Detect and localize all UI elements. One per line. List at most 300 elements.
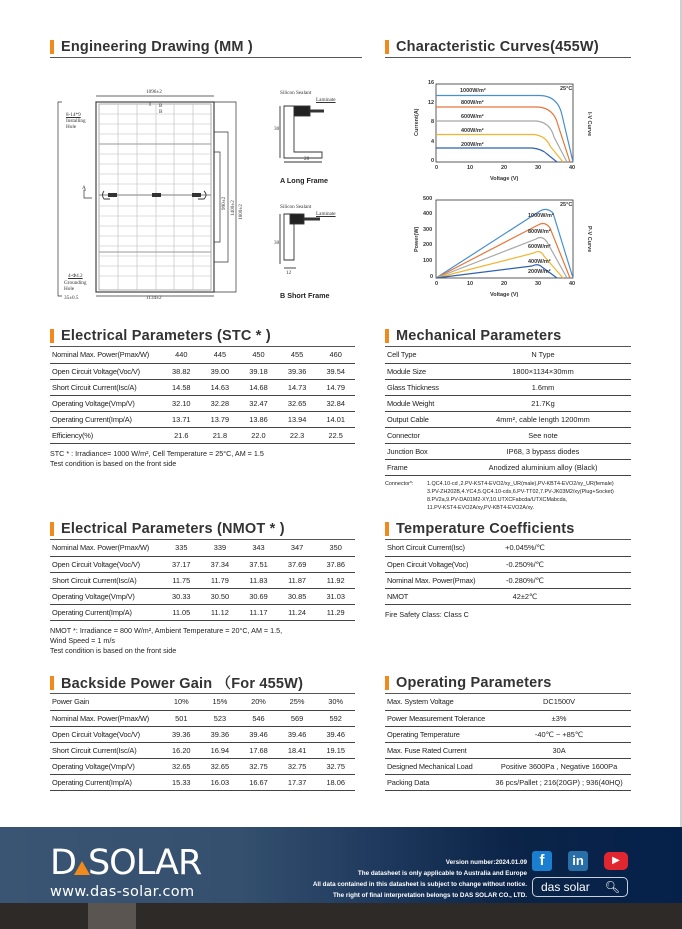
cell: 13.79 [201,411,240,427]
cell: 11.83 [239,572,278,588]
iv-series-1000: 1000W/m² [460,88,486,94]
table-row [50,363,355,379]
cell: 13.94 [278,411,317,427]
row-label: Open Circuit Voltage(Voc) [385,556,485,572]
long-frame-width: 28 [304,156,310,162]
pv-ylabel: Power(W) [414,226,420,252]
search-box[interactable] [532,877,628,897]
row-label: Nominal Max. Power(Pmax) [385,572,485,588]
iv-series-200: 200W/m² [461,142,484,148]
engineering-drawing [52,80,372,310]
cell: 37.34 [201,556,240,572]
cell: 32.84 [316,395,355,411]
table-row [385,459,631,475]
row-label: Operating Voltage(Vmp/V) [50,395,162,411]
iv-title: I-V Curve [586,112,592,137]
nmot-note-line: Test condition is based on the front side [50,645,177,655]
connector-line: 8.PV2a,9.PV-DA01M2-XY,10.UTXCFabcda/UTXCMabcda, [427,496,568,503]
cell: 14.68 [239,379,278,395]
grounding-spec: 4-Φ4.2 [68,273,83,279]
cell: 32.75 [239,758,278,774]
cell: 501 [162,710,201,726]
row-label: Glass Thickness [385,379,455,395]
footer [0,827,682,903]
table-row [50,726,355,742]
cell: 14.79 [316,379,355,395]
cell: 38.82 [162,363,201,379]
cell: 36 pcs/Pallet ; 216(20GP) ; 936(40HQ) [487,774,631,790]
cell: 11.29 [316,604,355,620]
dim-width-top: 1096±2 [146,89,162,95]
cell: 592 [316,710,355,726]
iv-curve-svg [400,80,600,190]
cell: 335 [162,540,201,556]
cell: 16.03 [201,774,240,790]
cell: 16.94 [201,742,240,758]
cell: 30.69 [239,588,278,604]
cell: 22.5 [316,427,355,443]
cell: 30.33 [162,588,201,604]
cell: 11.17 [239,604,278,620]
bottom-strip-highlight [88,903,136,929]
pv-ytick-100: 100 [423,258,433,264]
cell: 39.36 [278,363,317,379]
cell: 14.01 [316,411,355,427]
row-label: Designed Mechanical Load [385,758,487,774]
pv-curve-chart [400,196,600,306]
cell: 14.63 [201,379,240,395]
cell: 15% [201,694,240,710]
table-row [50,411,355,427]
nmot-note-line: NMOT *: Irradiance = 800 W/m², Ambient Temperature = 20°C, AM = 1.5, [50,625,283,635]
dim-height-mid: 1400±2 [230,200,236,216]
cell: 37.69 [278,556,317,572]
pv-xtick-20: 20 [501,281,508,287]
stc-section [50,327,355,469]
table-row [385,411,631,427]
nmot-note-line: Wind Speed = 1 m/s [50,635,115,645]
table-row [385,588,631,604]
cell: DC1500V [487,694,631,710]
website-link[interactable]: www.das-solar.com [50,884,195,900]
stc-note-line: Test condition is based on the front side [50,458,177,468]
disclaimer-line: The right of final interpretation belongs to DAS SOLAR CO., LTD. [332,892,527,899]
iv-ytick-4: 4 [431,139,435,145]
iv-xtick-10: 10 [467,165,474,171]
cell: 25% [278,694,317,710]
cell: 11.75 [162,572,201,588]
cell: 16.20 [162,742,201,758]
table-row [50,742,355,758]
stc-note [50,449,355,469]
section-header [50,674,355,694]
connector-note-key: Connector*: [385,480,414,487]
cell: 15.33 [162,774,201,790]
section-b-marker: B [159,103,163,109]
row-label: Short Circuit Current(Isc) [385,540,485,556]
cell: 20% [239,694,278,710]
table-row [385,572,631,588]
cell: 1800×1134×30mm [455,363,631,379]
row-label: Cell Type [385,347,455,363]
cell: 22.0 [239,427,278,443]
cell: 30A [487,742,631,758]
cell: See note [455,427,631,443]
section-title: Electrical Parameters (NMOT * ) [61,520,285,537]
cell: 546 [239,710,278,726]
cell: 32.75 [316,758,355,774]
cell: 11.24 [278,604,317,620]
accent-bar [50,329,54,343]
operating-table [385,694,631,791]
short-frame-caption: B Short Frame [280,291,330,300]
cell: 11.12 [201,604,240,620]
cell: 14.58 [162,379,201,395]
laminate-a: Laminate [316,97,336,103]
dim-height-total: 1800±2 [238,204,244,220]
cell: Positive 3600Pa , Negative 1600Pa [487,758,631,774]
cell: 22.3 [278,427,317,443]
table-row [50,774,355,790]
cell: 32.47 [239,395,278,411]
dim-width-bottom: 1134±2 [146,295,162,301]
section-title: Electrical Parameters (STC * ) [61,327,271,344]
row-label: Operating Temperature [385,726,487,742]
section-title: Temperature Coefficients [396,520,575,537]
cell: 39.46 [239,726,278,742]
cell: 16.67 [239,774,278,790]
cell: 32.10 [162,395,201,411]
table-row [50,604,355,620]
table-row [385,443,631,459]
table-row [385,395,631,411]
iv-xtick-40: 40 [569,165,576,171]
iv-xlabel: Voltage (V) [490,176,519,182]
stc-table [50,347,355,444]
long-frame-caption: A Long Frame [280,176,329,185]
table-row [385,710,631,726]
pv-xtick-30: 30 [535,281,542,287]
accent-bar [50,676,54,690]
cell: 14.73 [278,379,317,395]
connector-note [385,480,631,512]
cell: 445 [201,347,240,363]
row-label: Connector [385,427,455,443]
row-label: Junction Box [385,443,455,459]
cell: 21.6 [162,427,201,443]
section-title: Mechanical Parameters [396,327,562,344]
row-label: Open Circuit Voltage(Voc/V) [50,556,162,572]
cell: 32.28 [201,395,240,411]
table-row [385,540,631,556]
youtube-icon[interactable]: ▶ [604,852,628,870]
section-title: Engineering Drawing (MM ) [61,38,253,55]
table-row [385,694,631,710]
cell: 21.8 [201,427,240,443]
short-frame-height: 30 [274,240,280,246]
pv-series-1000: 1000W/m² [528,213,554,219]
row-label: Operating Voltage(Vmp/V) [50,588,162,604]
iv-ylabel: Current(A) [414,108,420,136]
pv-title: P-V Curve [586,226,592,253]
dim-height-inner: 990±2 [221,196,227,210]
table-row [385,363,631,379]
row-label: Output Cable [385,411,455,427]
fire-safety-class: Fire Safety Class: Class C [385,609,469,619]
pv-ytick-300: 300 [423,227,433,233]
section-header [385,38,631,58]
cell: 17.37 [278,774,317,790]
disclaimer-line: The datasheet is only applicable to Australia and Europe [357,870,527,877]
cell: 347 [278,540,317,556]
pv-xtick-0: 0 [435,281,439,287]
row-label: Short Circuit Current(Isc/A) [50,572,162,588]
stc-note-line: STC * : Irradiance= 1000 W/m², Cell Temperature = 25°C, AM = 1.5 [50,448,264,458]
cell: 460 [316,347,355,363]
cell: 10% [162,694,201,710]
cell: 4mm², cable length 1200mm [455,411,631,427]
installing-hole-label: Installing Hole [66,118,86,130]
cell: 30.85 [278,588,317,604]
dim-bottom-left: 35±0.5 [64,295,79,301]
row-label: Power Gain [50,694,162,710]
linkedin-icon[interactable]: in [568,851,588,871]
cell: 30.50 [201,588,240,604]
table-row [50,379,355,395]
logo-text-solar: SOLAR [87,843,202,883]
table-row [50,427,355,443]
section-header [385,674,631,694]
section-title: Characteristic Curves(455W) [396,38,599,55]
cell: 32.65 [162,758,201,774]
silicon-sealant-a: Silicon Sealant [280,90,312,96]
section-title: Backside Power Gain （For 455W) [61,676,304,692]
version-number: Version number:2024.01.09 [445,859,527,866]
iv-temp: 25°C [560,86,573,92]
cell: 339 [201,540,240,556]
iv-ytick-12: 12 [428,100,435,106]
row-label: Open Circuit Voltage(Voc/V) [50,363,162,379]
engineering-drawing-section [50,38,362,58]
row-label: Nominal Max. Power(Pmax/W) [50,710,162,726]
search-icon: 🔍︎ [604,880,620,894]
row-label: Nominal Max. Power(Pmax/W) [50,347,162,363]
temperature-table [385,540,631,605]
disclaimer [313,857,527,901]
connector-line: 3.PV-ZH202B,4.YC4,5.QC4.10-cds,6.PV-TT02,7.PV-JK03M2/xy(Plug+Socket) [427,488,614,495]
pv-temp: 25°C [560,202,573,208]
section-a-marker: A [82,185,86,191]
cell: 17.68 [239,742,278,758]
section-b-marker-2: B [159,109,163,115]
pv-ytick-500: 500 [423,196,433,202]
bottom-strip [0,903,682,929]
iv-ytick-8: 8 [431,119,435,125]
table-row [50,540,355,556]
installing-hole-spec: 8-14*9 [66,112,81,118]
facebook-icon[interactable]: f [532,851,552,871]
row-label: Short Circuit Current(Isc/A) [50,742,162,758]
cell: ±3% [487,710,631,726]
cell: N Type [455,347,631,363]
pv-ytick-400: 400 [423,211,433,217]
logo-text-d: D [50,843,76,883]
mechanical-table [385,347,631,476]
pv-series-800: 800W/m² [528,229,551,235]
cell: 455 [278,347,317,363]
cell: 30% [316,694,355,710]
cell: 31.03 [316,588,355,604]
cell: 13.71 [162,411,201,427]
table-row [385,347,631,363]
cell: 350 [316,540,355,556]
cell: 569 [278,710,317,726]
cell: 39.36 [162,726,201,742]
accent-bar [385,522,389,536]
table-row [50,556,355,572]
cell: 39.46 [316,726,355,742]
accent-bar [385,329,389,343]
connector-note-lines [427,480,614,512]
table-row [385,379,631,395]
row-label: Nominal Max. Power(Pmax/W) [50,540,162,556]
cell: Anodized aluminium alloy (Black) [455,459,631,475]
cell: 1.6mm [455,379,631,395]
cell: 32.65 [201,758,240,774]
cell: 13.86 [239,411,278,427]
cell: +0.045%/℃ [485,540,565,556]
cell: 39.36 [201,726,240,742]
cell: 523 [201,710,240,726]
table-row [50,694,355,710]
nmot-table [50,540,355,621]
silicon-sealant-b: Silicon Sealant [280,204,312,210]
cell: 32.75 [278,758,317,774]
table-row [385,726,631,742]
iv-series-600: 600W/m² [461,114,484,120]
cell: 450 [239,347,278,363]
cell: 11.79 [201,572,240,588]
cell: 42±2℃ [485,588,565,604]
accent-bar [50,40,54,54]
row-label: Operating Current(Imp/A) [50,774,162,790]
cell: 343 [239,540,278,556]
cell: 11.05 [162,604,201,620]
cell: 39.00 [201,363,240,379]
cell: 37.17 [162,556,201,572]
table-row [385,556,631,572]
temperature-section [385,520,631,620]
accent-bar [385,40,389,54]
section-header [50,520,355,540]
iv-curve-chart [400,80,600,190]
accent-bar [50,522,54,536]
cell: 37.86 [316,556,355,572]
cell: 440 [162,347,201,363]
search-text: das solar [541,880,590,894]
connector-line: 11.PV-KST4-EVO2A/xy,PV-KBT4-EVO2A/xy. [427,504,534,511]
section-header [50,327,355,347]
row-label: Module Size [385,363,455,379]
table-row [50,347,355,363]
row-label: Operating Current(Imp/A) [50,604,162,620]
table-row [385,427,631,443]
cell: -0.280%/℃ [485,572,565,588]
section-header [50,38,362,58]
row-label: Max. Fuse Rated Current [385,742,487,758]
row-label: NMOT [385,588,485,604]
row-label: Efficiency(%) [50,427,162,443]
pv-series-600: 600W/m² [528,244,551,250]
pv-ytick-0: 0 [430,274,434,280]
cell: 32.65 [278,395,317,411]
iv-series-800: 800W/m² [461,100,484,106]
table-row [385,758,631,774]
iv-ytick-16: 16 [428,80,435,86]
cell: 39.54 [316,363,355,379]
row-label: Operating Voltage(Vmp/V) [50,758,162,774]
table-row [50,758,355,774]
grounding-hole-label: Grounding Hole [64,280,87,292]
cell: 37.51 [239,556,278,572]
table-row [50,572,355,588]
table-row [385,742,631,758]
row-label: Open Circuit Voltage(Voc/V) [50,726,162,742]
row-label: Short Circuit Current(Isc/A) [50,379,162,395]
mechanical-section [385,327,631,512]
pv-xlabel: Voltage (V) [490,292,519,298]
row-label: Packing Data [385,774,487,790]
das-solar-logo [50,843,201,883]
long-frame-height: 30 [274,126,280,132]
nmot-note [50,626,355,656]
iv-xtick-20: 20 [501,165,508,171]
row-label: Module Weight [385,395,455,411]
iv-ytick-0: 0 [431,158,435,164]
iv-series-400: 400W/m² [461,128,484,134]
backside-gain-section [50,674,355,791]
table-row [385,774,631,790]
disclaimer-line: All data contained in this datasheet is subject to change without notice. [312,881,527,888]
table-row [50,395,355,411]
section-header [385,327,631,347]
cell: 21.7Kg [455,395,631,411]
row-label: Power Measurement Tolerance [385,710,487,726]
cell: 39.46 [278,726,317,742]
pv-xtick-40: 40 [569,281,576,287]
pv-series-200: 200W/m² [528,269,551,275]
row-label: Operating Current(Imp/A) [50,411,162,427]
nmot-section [50,520,355,656]
accent-bar [385,676,389,690]
cell: 39.18 [239,363,278,379]
section-title: Operating Parameters [396,674,552,691]
laminate-b: Laminate [316,211,336,217]
characteristic-curves-section [385,38,631,58]
row-label: Frame [385,459,455,475]
module-drawing-svg [52,80,372,310]
pv-xtick-10: 10 [467,281,474,287]
cell: 11.92 [316,572,355,588]
operating-section [385,674,631,791]
cell: 18.06 [316,774,355,790]
cell: IP68, 3 bypass diodes [455,443,631,459]
connector-line: 1.QC4.10-cd ,2.PV-KST4-EVO2/xy_UR(male),PV-KBT4-EVO2/xy_UR(female) [427,480,614,487]
backside-table [50,694,355,791]
cell: -0.250%/℃ [485,556,565,572]
short-frame-width: 12 [286,270,292,276]
table-row [50,710,355,726]
